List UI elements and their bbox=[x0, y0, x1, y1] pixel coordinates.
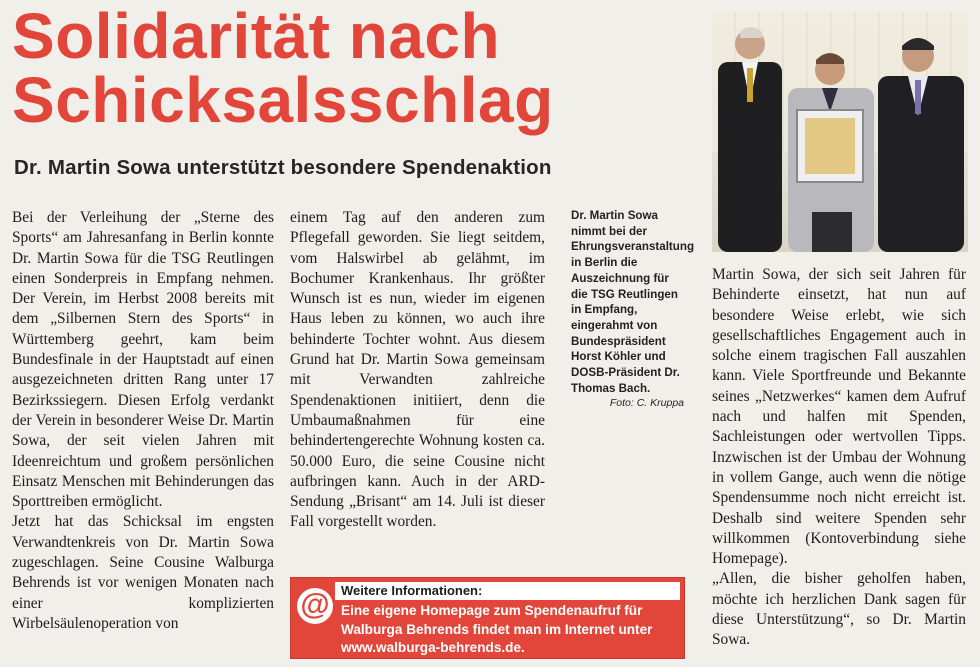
person-middle bbox=[788, 53, 874, 252]
headline-line-2: Schicksalsschlag bbox=[12, 64, 554, 136]
subheadline: Dr. Martin Sowa unterstützt besondere Spendenaktion bbox=[14, 156, 552, 179]
photo-caption bbox=[571, 208, 695, 412]
article-column-1 bbox=[12, 208, 274, 634]
paragraph: Jetzt hat das Schicksal im engsten Verwandtenkreis von Dr. Martin Sowa zugeschlagen. Seine Cousine Walburga Behrends ist vor wenigen Monaten nach einer komplizierten Wirbelsäulenoperation von bbox=[12, 513, 274, 632]
person-right bbox=[878, 38, 964, 252]
info-box-heading: Weitere Informationen: bbox=[335, 582, 680, 600]
award-photo bbox=[712, 12, 968, 252]
paragraph: Martin Sowa, der sich seit Jahren für Behinderte einsetzt, hat nun auf besondere Weise erlebt, wie sich gesellschaftliches Engagement auch in solche einem tragischen Fall auszahlen kann. Viele Sportfreunde und Bekannte seines „Netzwerkes“ kamen dem Aufruf nach und halfen mit Spenden, Sachleistungen oder wertvollen Tipps. Inzwischen ist der Umbau der Wohnung in vollem Gange, auch wenn die nötige Spendensumme noch nicht erreicht ist. Deshalb sind weitere Spenden sehr willkommen (Kontoverbindung siehe Homepage). bbox=[712, 266, 966, 568]
headline-line-1: Solidarität nach bbox=[12, 0, 501, 72]
caption-text: Dr. Martin Sowa nimmt bei der Ehrungsveranstaltung in Berlin die Auszeichnung für die TSG Reutlingen in Empfang, eingerahmt von Bundespräsident Horst Köhler und DOSB-Präsident Dr. Thomas Bach. bbox=[571, 209, 695, 395]
photo-credit: Foto: C. Kruppa bbox=[609, 397, 684, 410]
photo-people bbox=[712, 12, 968, 252]
info-box bbox=[290, 577, 685, 659]
info-box-text: Eine eigene Homepage zum Spendenaufruf für Walburga Behrends findet man im Internet unter www.walburga-behrends.de. bbox=[341, 603, 653, 655]
at-icon: @ bbox=[297, 588, 333, 624]
article-column-2 bbox=[290, 208, 545, 533]
headline bbox=[12, 0, 712, 136]
paragraph: Bei der Verleihung der „Sterne des Sports“ am Jahresanfang in Berlin konnte Dr. Martin Sowa für die TSG Reutlingen einen Sonderpreis in Empfang nehmen. Der Verein, im Herbst 2008 bereits mit dem „Silbernen Stern des Sports“ in Württemberg geehrt, kam beim Bundesfinale in der Hauptstadt auf einen ausgezeichneten dritten Rang unter 17 Bezirkssiegern. Diesen Erfolg verdankt der Verein in besonderer Weise Dr. Martin Sowa, der seit vielen Jahren mit Ideenreichtum und großem persönlichen Einsatz Menschen mit Behinderungen das Sporttreiben ermöglicht. bbox=[12, 209, 274, 511]
paragraph: „Allen, die bisher geholfen haben, möchte ich herzlichen Dank sagen für diese Unterstützung“, so Dr. Martin Sowa. bbox=[712, 570, 966, 649]
person-left bbox=[718, 27, 782, 252]
paragraph: einem Tag auf den anderen zum Pflegefall geworden. Sie liegt seitdem, vom Halswirbel ab gelähmt, im Bochumer Krankenhaus. Ihr größter Wunsch ist es nun, wieder im eigenen Haus leben zu können, wo auch ihre behinderte Tochter wohnt. Aus diesem Grund hat Dr. Martin Sowa gemeinsam mit Verwandten zahlreiche Spendenaktionen initiiert, denn die Umbaumaßnahmen für eine behindertengerechte Wohnung kosten ca. 50.000 Euro, die seine Cousine nicht aufbringen kann. Auch in der ARD-Sendung „Brisant“ am 14. Juli ist dieser Fall vorgestellt worden. bbox=[290, 209, 545, 531]
article-column-3 bbox=[712, 265, 966, 651]
